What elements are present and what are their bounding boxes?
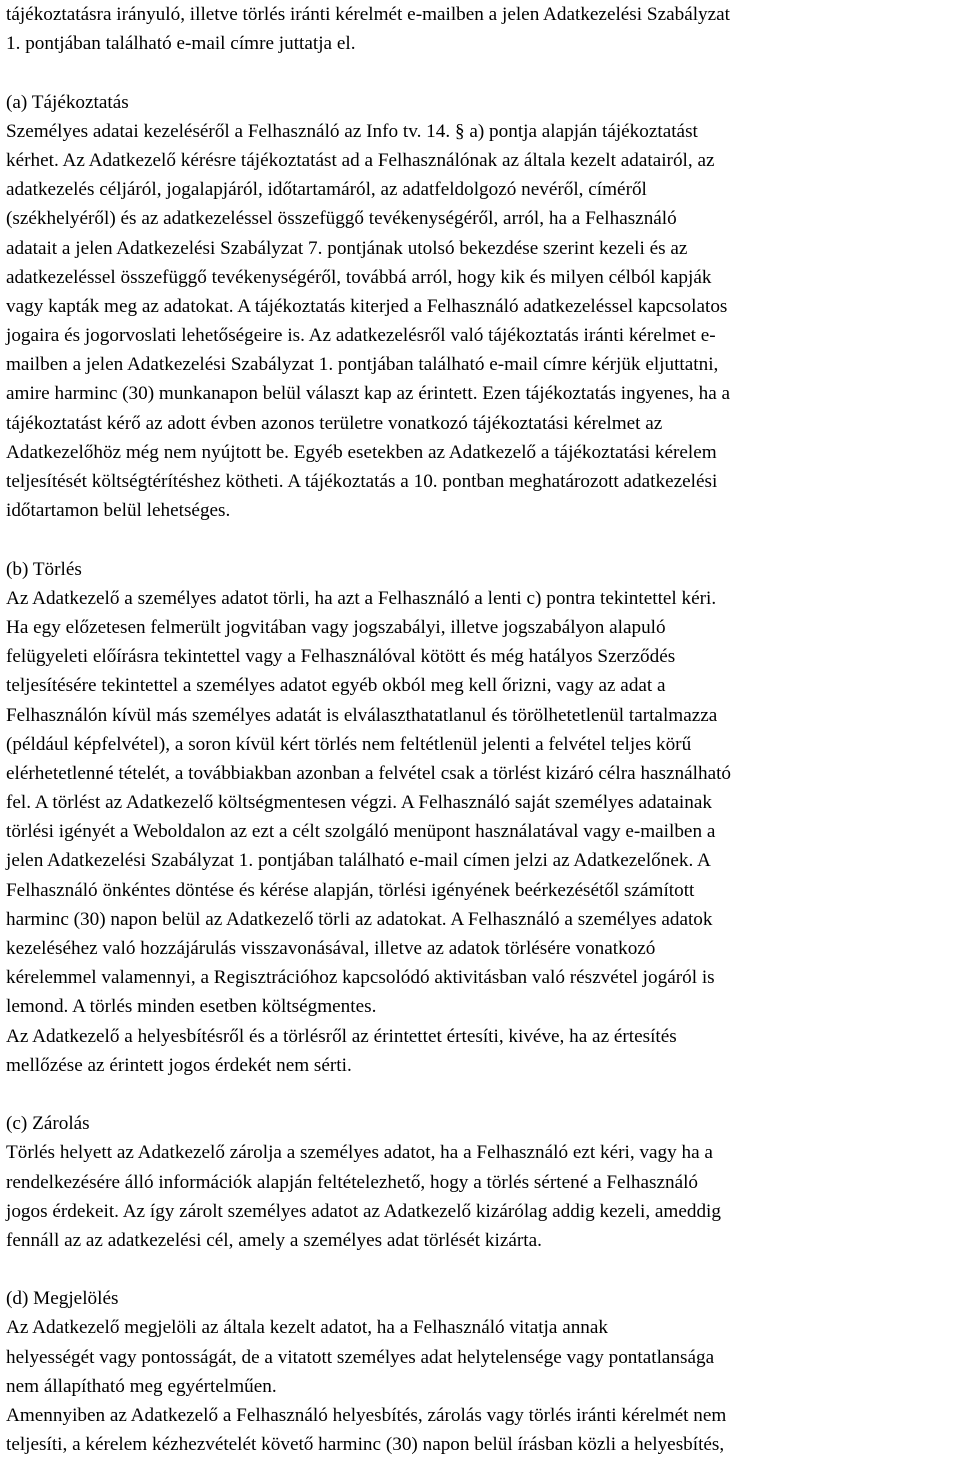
- text-line: felügyeleti előírásra tekintettel vagy a Felhasználóval kötött és még hatályos Szerződés: [6, 646, 676, 668]
- document-page: [6, 0, 960, 1459]
- text-line: (székhelyéről) és az adatkezeléssel összefüggő tevékenységéről, arról, ha a Felhasználó: [6, 208, 677, 230]
- text-line: Adatkezelőhöz még nem nyújtott be. Egyéb esetekben az Adatkezelő a tájékoztatási kérelem: [6, 441, 717, 463]
- text-line: amire harminc (30) munkanapon belül választ kap az érintett. Ezen tájékoztatás ingyenes, ha a: [6, 383, 731, 405]
- text-line: adatait a jelen Adatkezelési Szabályzat 7. pontjának utolsó bekezdése szerint kezeli és az: [6, 237, 688, 259]
- text-line: teljesíti, a kérelem kézhezvételét követő harminc (30) napon belül írásban közli a helyesbítés,: [6, 1434, 725, 1456]
- text-line: Törlés helyett az Adatkezelő zárolja a személyes adatot, ha a Felhasználó ezt kéri, vagy ha a: [6, 1142, 713, 1164]
- text-line: lemond. A törlés minden esetben költségmentes.: [6, 996, 377, 1018]
- text-line: mailben a jelen Adatkezelési Szabályzat 1. pontjában található e-mail címre kérjük eljuttatni,: [6, 354, 719, 376]
- section-b: [6, 555, 960, 1080]
- paragraph-gap: [6, 525, 960, 554]
- text-line: teljesítésére tekintettel a személyes adatot egyéb okból meg kell őrizni, vagy az adat a: [6, 675, 666, 697]
- text-line: Az Adatkezelő a személyes adatot törli, ha azt a Felhasználó a lenti c) pontra tekintettel kéri.: [6, 587, 717, 609]
- intro-paragraph: [6, 0, 960, 58]
- section-heading: (b) Törlés: [6, 558, 82, 580]
- text-line: mellőzése az érintett jogos érdekét nem sérti.: [6, 1054, 352, 1076]
- text-line: harminc (30) napon belül az Adatkezelő törli az adatokat. A Felhasználó a személyes adatok: [6, 908, 713, 930]
- text-line: tájékoztatást kérő az adott évben azonos területre vonatkozó tájékoztatási kérelmet az: [6, 412, 663, 434]
- text-line: jogaira és jogorvoslati lehetőségeire is. Az adatkezelésről való tájékoztatás iránti kérelmet e-: [6, 325, 716, 347]
- text-line: rendelkezésére álló információk alapján feltételezhető, hogy a törlés sértené a Felhasználó: [6, 1171, 699, 1193]
- text-line: Felhasználón kívül más személyes adatát is elválaszthatatlanul és törölhetetlenül tartalmazza: [6, 704, 718, 726]
- text-line: 1. pontjában található e-mail címre juttatja el.: [6, 33, 356, 55]
- section-heading: (a) Tájékoztatás: [6, 91, 129, 113]
- text-line: kérelemmel valamennyi, a Regisztrációhoz kapcsolódó aktivitásban való részvétel jogáról is: [6, 967, 715, 989]
- text-line: (például képfelvétel), a soron kívül kért törlés nem feltétlenül jelenti a felvétel teljes körű: [6, 733, 692, 755]
- text-line: adatkezelés céljáról, jogalapjáról, időtartamáról, az adatfeldolgozó nevéről, címéről: [6, 179, 647, 201]
- text-line: fel. A törlést az Adatkezelő költségmentesen végzi. A Felhasználó saját személyes adatainak: [6, 792, 712, 814]
- text-line: teljesítését költségtérítéshez kötheti. A tájékoztatás a 10. pontban meghatározott adatkezelési: [6, 471, 718, 492]
- text-line: Ha egy előzetesen felmerült jogvitában vagy jogszabályi, illetve jogszabályon alapuló: [6, 616, 666, 638]
- section-d: [6, 1284, 960, 1459]
- section-c: [6, 1109, 960, 1255]
- paragraph-gap: [6, 1255, 960, 1284]
- text-line: Személyes adatai kezeléséről a Felhasználó az Info tv. 14. § a) pontja alapján tájékoztatást: [6, 120, 698, 142]
- section-a: [6, 88, 960, 526]
- text-line: vagy kapták meg az adatokat. A tájékoztatás kiterjed a Felhasználó adatkezeléssel kapcsolatos: [6, 295, 728, 317]
- text-line: tájékoztatásra irányuló, illetve törlés iránti kérelmét e-mailben a jelen Adatkezelési Szabályzat: [6, 4, 731, 25]
- text-line: nem állapítható meg egyértelműen.: [6, 1375, 277, 1397]
- text-line: jogos érdekeit. Az így zárolt személyes adatot az Adatkezelő kizárólag addig kezeli, ameddig: [6, 1200, 721, 1222]
- text-line: helyességét vagy pontosságát, de a vitatott személyes adat helytelensége vagy pontatlansága: [6, 1346, 715, 1368]
- section-heading: (d) Megjelölés: [6, 1288, 119, 1310]
- paragraph-gap: [6, 1080, 960, 1109]
- text-line: Felhasználó önkéntes döntése és kérése alapján, törlési igényének beérkezésétől számított: [6, 879, 695, 901]
- text-line: Az Adatkezelő a helyesbítésről és a törlésről az érintettet értesíti, kivéve, ha az értesítés: [6, 1025, 677, 1047]
- text-line: törlési igényét a Weboldalon az ezt a célt szolgáló menüpont használatával vagy e-mailben a: [6, 821, 716, 843]
- text-line: adatkezeléssel összefüggő tevékenységéről, továbbá arról, hogy kik és milyen célból kapják: [6, 266, 712, 288]
- text-line: elérhetetlenné tételét, a továbbiakban azonban a felvétel csak a törlést kizáró célra használható: [6, 762, 732, 784]
- section-heading: (c) Zárolás: [6, 1113, 90, 1135]
- text-line: időtartamon belül lehetséges.: [6, 500, 231, 522]
- paragraph-gap: [6, 58, 960, 87]
- text-line: kezeléséhez való hozzájárulás visszavonásával, illetve az adatok törlésére vonatkozó: [6, 938, 656, 959]
- text-line: fennáll az az adatkezelési cél, amely a személyes adat törlését kizárta.: [6, 1229, 542, 1251]
- text-line: kérhet. Az Adatkezelő kérésre tájékoztatást ad a Felhasználónak az általa kezelt adatairól, az: [6, 149, 715, 171]
- text-line: Az Adatkezelő megjelöli az általa kezelt adatot, ha a Felhasználó vitatja annak: [6, 1317, 609, 1339]
- text-line: jelen Adatkezelési Szabályzat 1. pontjában található e-mail címen jelzi az Adatkezelőnek. A: [6, 850, 711, 872]
- text-line: Amennyiben az Adatkezelő a Felhasználó helyesbítés, zárolás vagy törlés iránti kérelmét nem: [6, 1405, 727, 1426]
